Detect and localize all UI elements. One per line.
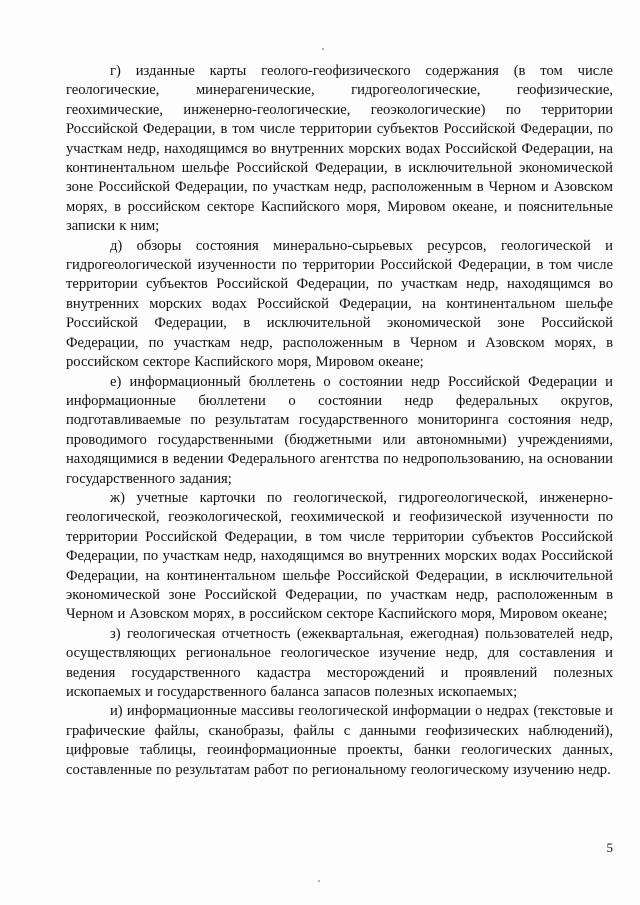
page-number: 5	[606, 840, 613, 855]
paragraph-d: д) обзоры состояния минерально-сырьевых ресурсов, геологической и гидрогеологической изученности по территории Российской Федерации, в том числе территории субъектов Российской Федерации, по участкам недр, находящимся во внутренних морских водах Российской Федерации, на континентальном шельфе Российской Федерации, в исключительной экономической зоне Российской Федерации, по участкам недр, расположенным в Черном и Азовском морях, в российском секторе Каспийского моря, Мировом океане;	[66, 237, 613, 371]
paragraph-i: и) информационные массивы геологической информации о недрах (текстовые и графические файлы, сканобразы, файлы с данными геофизических наблюдений), цифровые таблицы, геоинформационные проекты, банки геологических данных, составленные по результатам работ по региональному геологическому изучению недр.	[66, 703, 613, 778]
scan-speck	[322, 48, 324, 50]
paragraph-z: з) геологическая отчетность (ежеквартальная, ежегодная) пользователей недр, осуществляющих региональное геологическое изучение недр, для составления и ведения государственного кадастра месторождений и проявлений полезных ископаемых и государственного баланса запасов полезных ископаемых;	[66, 625, 613, 700]
paragraph-e: е) информационный бюллетень о состоянии недр Российской Федерации и информационные бюллетени о состоянии недр федеральных округов, подготавливаемые по результатам государственного мониторинга состояния недр, проводимого государственными (бюджетными или автономными) учреждениями, находящимися в ведении Федерального агентства по недропользованию, на основании государственного задания;	[66, 373, 613, 487]
scan-speck	[318, 880, 320, 882]
paragraph-zh: ж) учетные карточки по геологической, гидрогеологической, инженерно-геологической, геоэкологической, геохимической и геофизической изученности по территории Российской Федерации, в том числе территории субъектов Российской Федерации, по участкам недр, находящимся во внутренних морских водах Российской Федерации, на континентальном шельфе Российской Федерации, в исключительной экономической зоне Российской Федерации, по участкам недр, расположенным в Черном и Азовском морях, в российском секторе Каспийского моря, Мировом океане;	[66, 489, 613, 623]
paragraph-g: г) изданные карты геолого-геофизического содержания (в том числе геологические, минерагенические, гидрогеологические, геофизические, геохимические, инженерно-геологические, геоэкологические) по территории Российской Федерации, в том числе территории субъектов Российской Федерации, по участкам недр, находящимся во внутренних морских водах Российской Федерации, на континентальном шельфе Российской Федерации, в исключительной экономической зоне Российской Федерации, по участкам недр, расположенным в Черном и Азовском морях, в российском секторе Каспийского моря, Мировом океане, и пояснительные записки к ним;	[66, 63, 613, 235]
document-body	[66, 62, 613, 780]
